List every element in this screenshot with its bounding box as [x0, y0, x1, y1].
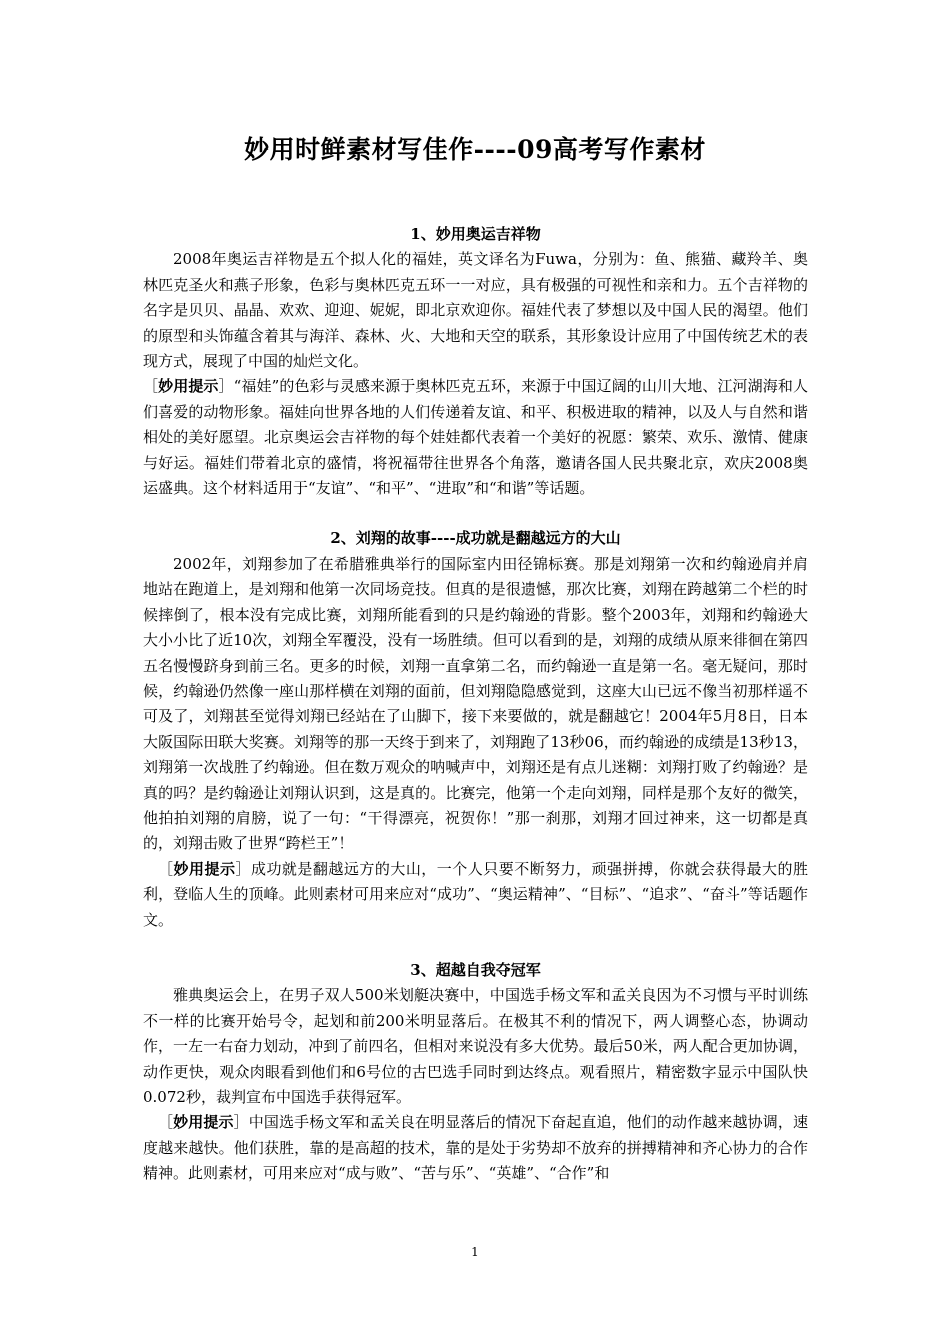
tip-close-bracket: ］ — [218, 377, 234, 396]
tip-open-bracket: ［ — [158, 1113, 174, 1132]
document-body — [143, 222, 808, 1187]
section-heading-2: 2、刘翔的故事----成功就是翻越远方的大山 — [330, 529, 621, 548]
section-spacer — [143, 933, 808, 958]
tip-label: 妙用提示 — [158, 377, 219, 396]
section-tip-1 — [143, 374, 808, 501]
tip-text: 成功就是翻越远方的大山，一个人只要不断努力，顽强拼搏，你就会获得最大的胜利，登临人生的顶峰。此则素材可用来应对“成功”、“奥运精神”、“目标”、“追求”、“奋斗”等话题作文。 — [143, 859, 808, 929]
section-spacer — [143, 501, 808, 526]
tip-open-bracket: ［ — [143, 377, 159, 396]
section-tip-3 — [143, 1110, 808, 1186]
tip-text: 中国选手杨文军和孟关良在明显落后的情况下奋起直追，他们的动作越来越协调，速度越来越快。他们获胜，靠的是高超的技术，靠的是处于劣势却不放弃的拼搏精神和齐心协力的合作精神。此则素材，可用来应对“成与败”、“苦与乐”、“英雄”、“合作”和 — [143, 1113, 808, 1183]
tip-close-bracket: ］ — [233, 1113, 249, 1132]
page-number: 1 — [471, 1245, 479, 1259]
section-heading-3: 3、超越自我夺冠军 — [410, 960, 541, 979]
tip-text: “福娃”的色彩与灵感来源于奥林匹克五环，来源于中国辽阔的山川大地、江河湖海和人们喜爱的动物形象。福娃向世界各地的人们传递着友谊、和平、积极进取的精神，以及人与自然和谐相处的美好愿望。北京奥运会吉祥物的每个娃娃都代表着一个美好的祝愿：繁荣、欢乐、激情、健康与好运。福娃们带着北京的盛情，将祝福带往世界各个角落，邀请各国人民共聚北京，欢庆2008奥运盛典。这个材料适用于“友谊”、“和平”、“进取”和“和谐”等话题。 — [143, 377, 808, 498]
page-title: 妙用时鲜素材写佳作----09高考写作素材 — [244, 135, 706, 164]
tip-label: 妙用提示 — [173, 859, 236, 878]
section-tip-2 — [143, 857, 808, 933]
section-paragraph-1: 2008年奥运吉祥物是五个拟人化的福娃，英文译名为Fuwa，分别为：鱼、熊猫、藏羚羊、奥林匹克圣火和燕子形象，色彩与奥林匹克五环一一对应，具有极强的可视性和亲和力。五个吉祥物的名字是贝贝、晶晶、欢欢、迎迎、妮妮，即北京欢迎你。福娃代表了梦想以及中国人民的渴望。他们的原型和头饰蕴含着其与海洋、森林、火、大地和天空的联系，其形象设计应用了中国传统艺术的表现方式，展现了中国的灿烂文化。 — [143, 250, 808, 371]
tip-label: 妙用提示 — [173, 1113, 234, 1132]
section-paragraph-2: 2002年，刘翔参加了在希腊雅典举行的国际室内田径锦标赛。那是刘翔第一次和约翰逊肩并肩地站在跑道上，是刘翔和他第一次同场竞技。但真的是很遗憾，那次比赛，刘翔在跨越第二个栏的时候摔倒了，根本没有完成比赛，刘翔所能看到的只是约翰逊的背影。整个2003年，刘翔和约翰逊大大小小比了近10次，刘翔全军覆没，没有一场胜绩。但可以看到的是，刘翔的成绩从原来徘徊在第四五名慢慢跻身到前三名。更多的时候，刘翔一直拿第二名，而约翰逊一直是第一名。毫无疑问，那时候，约翰逊仍然像一座山那样横在刘翔的面前，但刘翔隐隐感觉到，这座大山已远不像当初那样遥不可及了，刘翔甚至觉得刘翔已经站在了山脚下，接下来要做的，就是翻越它！2004年5月8日，日本大阪国际田联大奖赛。刘翔等的那一天终于到来了，刘翔跑了13秒06，而约翰逊的成绩是13秒13，刘翔第一次战胜了约翰逊。但在数万观众的呐喊声中，刘翔还是有点儿迷糊：刘翔打败了约翰逊？是真的吗？是约翰逊让刘翔认识到，这是真的。比赛完，他第一个走向刘翔，同样是那个友好的微笑，他拍拍刘翔的肩膀，说了一句：“干得漂亮，祝贺你！”那一刹那，刘翔才回过神来，这一切都是真的，刘翔击败了世界“跨栏王”！ — [143, 554, 808, 853]
section-heading-1: 1、妙用奥运吉祥物 — [410, 225, 541, 243]
section-paragraph-3: 雅典奥运会上，在男子双人500米划艇决赛中，中国选手杨文军和孟关良因为不习惯与平时训练不一样的比赛开始号令，起划和前200米明显落后。在极其不利的情况下，两人调整心态，协调动作，一左一右奋力划动，冲到了前四名，但相对来说没有多大优势。最后50米，两人配合更加协调，动作更快，观众肉眼看到他们和6号位的古巴选手同时到达终点。观看照片，精密数字显示中国队快0.072秒，裁判宣布中国选手获得冠军。 — [143, 986, 808, 1106]
tip-close-bracket: ］ — [235, 859, 251, 878]
tip-open-bracket: ［ — [158, 859, 174, 878]
